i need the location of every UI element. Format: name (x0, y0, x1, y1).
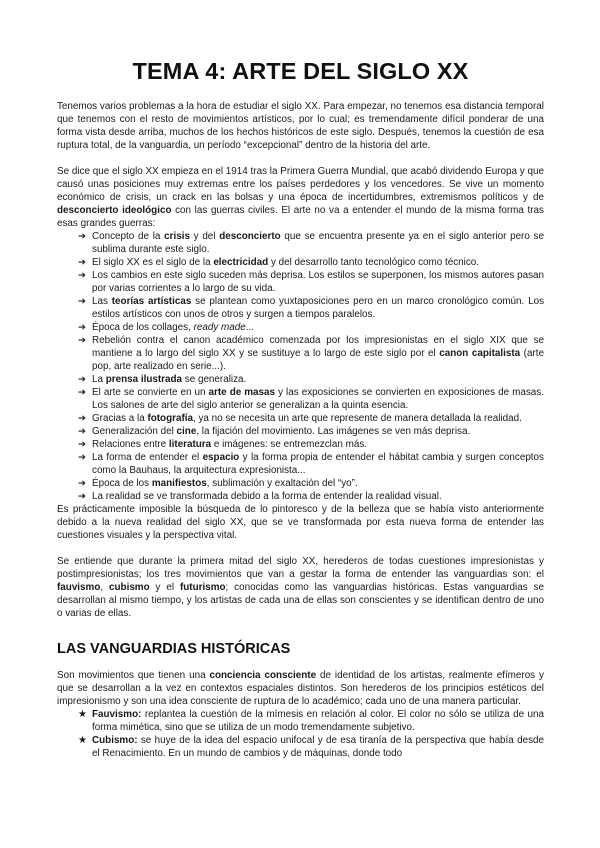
arrow-icon: ➔ (78, 439, 86, 450)
list-item (57, 321, 544, 334)
bold-term: cubismo (109, 582, 150, 593)
text-span: El siglo XX es el siglo de la (92, 257, 214, 268)
text-span: Rebelión contra el canon académico comenzada por los impresionistas en el siglo XIX que se mantiene a lo largo del siglo XX y se sustituye a lo largo de este siglo por el (92, 335, 544, 359)
text-span: de identidad de los artistas, realmente efímeros y que se desarrollan a la vez en contextos espaciales distintos. Son herederos de los principios estéticos del impresionismo y son una idea consciente de ruptura de lo académico; cada uno de una manera particular. (57, 670, 544, 707)
arrow-icon: ➔ (78, 478, 86, 489)
text-span: y del desarrollo tanto tecnológico como técnico. (268, 257, 479, 268)
text-span: La forma de entender el (92, 452, 203, 463)
list-item (57, 269, 544, 295)
characteristics-list (57, 230, 544, 503)
text-span: y las exposiciones se convierten en exposiciones de masas. Los salones de arte del siglo anterior se generalizan a la quinta esencia. (92, 387, 544, 411)
text-span: se plantean como yuxtaposiciones pero en un marco cronológico común. Los estilos artísticos con unos de otros y surgen a tiempos paralelos. (92, 296, 545, 320)
list-item (57, 451, 544, 477)
list-item (57, 256, 544, 269)
star-icon: ★ (78, 735, 87, 746)
arrow-icon: ➔ (78, 270, 86, 281)
star-icon: ★ (78, 709, 87, 720)
text-span: Los cambios en este siglo suceden más deprisa. Los estilos se superponen, los mismos autores pasan por varias corrientes a lo largo de su vida. (92, 270, 544, 294)
list-item (57, 734, 544, 760)
bold-term: literatura (168, 439, 212, 450)
text-span: , (100, 582, 110, 593)
italic-term: ready made (193, 322, 246, 333)
text-span: Concepto de la (92, 231, 165, 242)
arrow-icon: ➔ (78, 452, 86, 463)
bold-term: Cubismo: (92, 735, 138, 746)
bold-term: teorías artísticas (111, 296, 192, 307)
text-span: Las (92, 296, 112, 307)
page-title: TEMA 4: ARTE DEL SIGLO XX (132, 58, 469, 84)
text-span: y del (189, 231, 220, 242)
picturesque-paragraph: Es prácticamente imposible la búsqueda de lo pintoresco y de la belleza que se había visto anteriormente debido a la nueva realidad del siglo XX, que se ve transformada por esta nueva forma de entender las cuestiones visuales y la perspectiva vital. (57, 504, 544, 541)
arrow-icon: ➔ (78, 426, 86, 437)
list-item (57, 477, 544, 490)
text-span: que se encuentra presente ya en el siglo anterior pero se sublima durante este siglo. (92, 231, 544, 255)
section-heading: LAS VANGUARDIAS HISTÓRICAS (57, 641, 291, 657)
text-span: y el (149, 582, 180, 593)
text-span: (arte pop, arte realizado en serie...). (92, 348, 544, 372)
bold-term: espacio (202, 452, 240, 463)
text-span: , ya no se necesita un arte que represente de manera detallada la realidad. (192, 413, 522, 424)
vanguards-paragraph (57, 555, 544, 620)
text-span: , la fijación del movimiento. Las imágenes se ven más deprisa. (196, 426, 471, 437)
list-item (57, 708, 544, 734)
list-item (57, 490, 544, 503)
arrow-icon: ➔ (78, 296, 86, 307)
bold-term: fauvismo (57, 582, 101, 593)
list-item (57, 412, 544, 425)
bold-term: Fauvismo: (92, 709, 142, 720)
text-span: se huye de la idea del espacio unifocal y de esa tiranía de la perspectiva que había desde el Renacimiento. En un mundo de cambios y de máquinas, donde todo (92, 735, 544, 759)
list-item (57, 386, 544, 412)
arrow-icon: ➔ (78, 491, 86, 502)
text-span: El arte se convierte en un (92, 387, 209, 398)
text-span: se generaliza. (182, 374, 247, 385)
bold-term: cine (176, 426, 197, 437)
text-span: ; conocidas como las vanguardias históricas. Estas vanguardias se desarrollan al mismo tiempo, y los artistas de cada una de ellas son conscientes y se identifican dentro de uno o varias de ellas. (57, 582, 544, 619)
arrow-icon: ➔ (78, 231, 86, 242)
movements-paragraph (57, 669, 544, 708)
text-span: replantea la cuestión de la mímesis en relación al color. El color no sólo se utiliza de una forma mimética, sino que se utiliza de un modo tremendamente subjetivo. (92, 709, 544, 733)
text-span: Son movimientos que tienen una (57, 670, 210, 681)
text-span: Gracias a la (92, 413, 148, 424)
list-item (57, 373, 544, 386)
text-span: Relaciones entre (92, 439, 169, 450)
bold-term: manifiestos (151, 478, 207, 489)
list-item (57, 230, 544, 256)
list-item (57, 334, 544, 373)
text-span: , sublimación y exaltación del “yo”. (206, 478, 358, 489)
list-item (57, 295, 544, 321)
text-span: Generalización del (92, 426, 177, 437)
arrow-icon: ➔ (78, 374, 86, 385)
movements-list (57, 708, 544, 760)
text-span: La realidad se ve transformada debido a la forma de entender la realidad visual. (92, 491, 442, 502)
arrow-icon: ➔ (78, 387, 86, 398)
arrow-icon: ➔ (78, 335, 86, 346)
bold-term: desconcierto (219, 231, 281, 242)
text-span: Época de los (92, 478, 152, 489)
arrow-icon: ➔ (78, 322, 86, 333)
bold-term: futurismo (179, 582, 226, 593)
text-span: con las guerras civiles. El arte no va a entender el mundo de la misma forma tras esas grandes guerras: (57, 205, 544, 229)
bold-term: fotografía (147, 413, 193, 424)
text-span: y la forma propia de entender el hábitat cambia y surgen conceptos como la Bauhaus, la arquitectura expresionista... (92, 452, 544, 476)
text-span: e imágenes: se entremezclan más. (211, 439, 368, 450)
text-span: Época de los collages, (92, 322, 194, 333)
bold-term: conciencia consciente (209, 670, 317, 681)
list-item (57, 438, 544, 451)
bold-term: prensa ilustrada (105, 374, 183, 385)
intro-paragraph: Tenemos varios problemas a la hora de estudiar el siglo XX. Para empezar, no tenemos esa distancia temporal que tenemos con el resto de movimientos artísticos, por lo cual; es tremendamente difícil ponderar de una forma vista desde arriba, muchos de los hechos históricos de este siglo. Después, tenemos la cuestión de esa ruptura total, de la vanguardia, un período “excepcional” dentro de la historia del arte. (57, 101, 544, 151)
text-span: ... (245, 322, 254, 333)
text-span: Se dice que el siglo XX empieza en el 1914 tras la Primera Guerra Mundial, que acabó dividendo Europa y que causó unas posiciones muy extremas entre los países perdedores y los vencedores. Se vive un momento económico de crisis, un crack en las bolsas y una época de incertidumbres, extremismos políticos y de (57, 166, 544, 203)
bold-term: canon capitalista (439, 348, 521, 359)
bold-term: desconcierto ideológico (57, 205, 172, 216)
text-span: Se entiende que durante la primera mitad del siglo XX, herederos de todas cuestiones impresionistas y postimpresionistas; los tres movimientos que van a gestar la forma de entender las vanguardias son: el (57, 556, 544, 580)
bold-term: crisis (164, 231, 190, 242)
context-paragraph (57, 165, 544, 230)
bold-term: electricidad (213, 257, 269, 268)
bold-term: arte de masas (208, 387, 276, 398)
arrow-icon: ➔ (78, 413, 86, 424)
list-item (57, 425, 544, 438)
text-span: La (92, 374, 106, 385)
arrow-icon: ➔ (78, 257, 86, 268)
